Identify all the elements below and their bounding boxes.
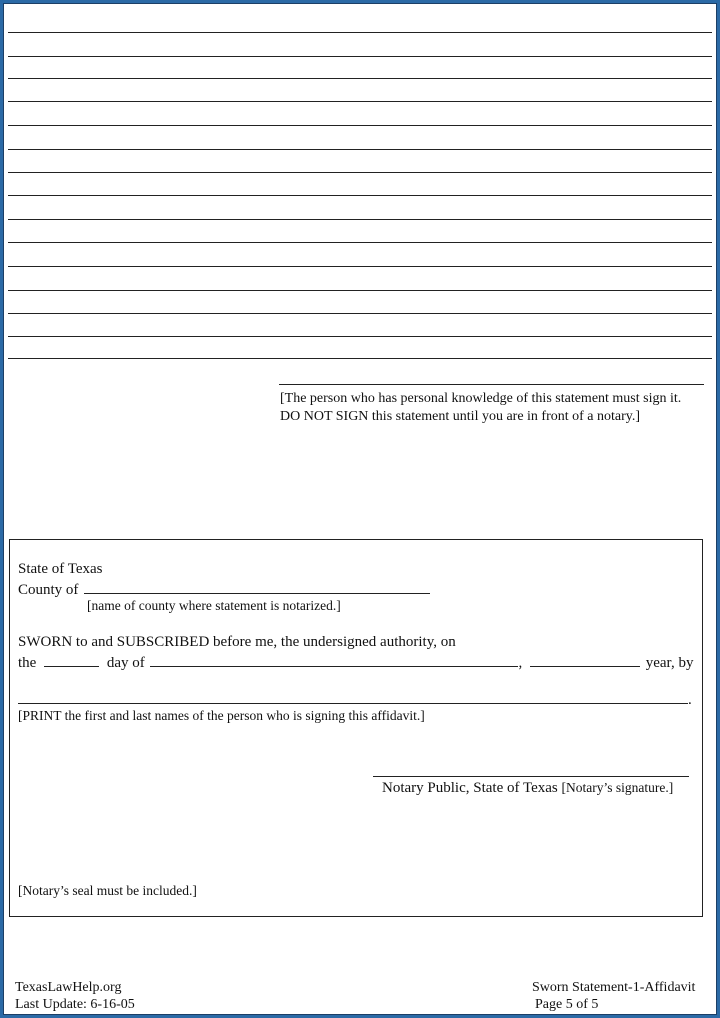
footer-page-number: Page 5 of 5 — [535, 997, 599, 1012]
writing-line[interactable] — [8, 149, 712, 150]
writing-line[interactable] — [8, 336, 712, 337]
writing-line[interactable] — [8, 78, 712, 79]
state-label: State of Texas — [18, 561, 103, 577]
date-row — [18, 652, 693, 672]
writing-line[interactable] — [8, 358, 712, 359]
sworn-text: SWORN to and SUBSCRIBED before me, the undersigned authority, on — [18, 634, 456, 650]
signature-instructions — [280, 390, 681, 426]
county-row — [18, 579, 430, 599]
day-of-label: day of — [106, 655, 145, 671]
writing-line[interactable] — [8, 125, 712, 126]
writing-line[interactable] — [8, 242, 712, 243]
print-hint: [PRINT the first and last names of the person who is signing this affidavit.] — [18, 708, 425, 723]
writing-line[interactable] — [8, 56, 712, 57]
month-field[interactable] — [150, 652, 518, 667]
footer-last-update: Last Update: 6-16-05 — [15, 997, 135, 1012]
writing-line[interactable] — [8, 266, 712, 267]
writing-line[interactable] — [8, 290, 712, 291]
affiant-name-field[interactable] — [18, 689, 688, 704]
footer-form-name: Sworn Statement-1-Affidavit — [532, 980, 696, 995]
seal-note: [Notary’s seal must be included.] — [18, 883, 197, 898]
notary-section — [9, 539, 703, 917]
signature-line[interactable] — [279, 384, 704, 385]
period: . — [688, 692, 692, 708]
the-label: the — [18, 655, 37, 671]
comma: , — [518, 655, 523, 671]
footer-left — [15, 979, 135, 1013]
writing-line[interactable] — [8, 172, 712, 173]
writing-line[interactable] — [8, 195, 712, 196]
county-field[interactable] — [84, 579, 430, 594]
footer-site: TexasLawHelp.org — [15, 980, 122, 995]
writing-line[interactable] — [8, 313, 712, 314]
notary-signature-field[interactable] — [373, 762, 689, 777]
affiant-name-row — [18, 689, 692, 709]
year-field[interactable] — [530, 652, 640, 667]
notary-signature-hint: [Notary’s signature.] — [561, 780, 674, 795]
notary-public-label: Notary Public, State of Texas — [382, 780, 558, 796]
notary-public-row — [382, 779, 673, 797]
year-by-label: year, by — [645, 655, 694, 671]
writing-line[interactable] — [8, 32, 712, 33]
day-field[interactable] — [44, 652, 99, 667]
signature-instruction-line: DO NOT SIGN this statement until you are in front of a notary.] — [280, 409, 641, 424]
footer-right — [532, 979, 695, 1013]
county-label: County of — [18, 582, 79, 598]
county-hint: [name of county where statement is notarized.] — [87, 598, 341, 613]
writing-line[interactable] — [8, 219, 712, 220]
writing-line[interactable] — [8, 101, 712, 102]
signature-instruction-line: [The person who has personal knowledge of this statement must sign it. — [280, 391, 682, 406]
